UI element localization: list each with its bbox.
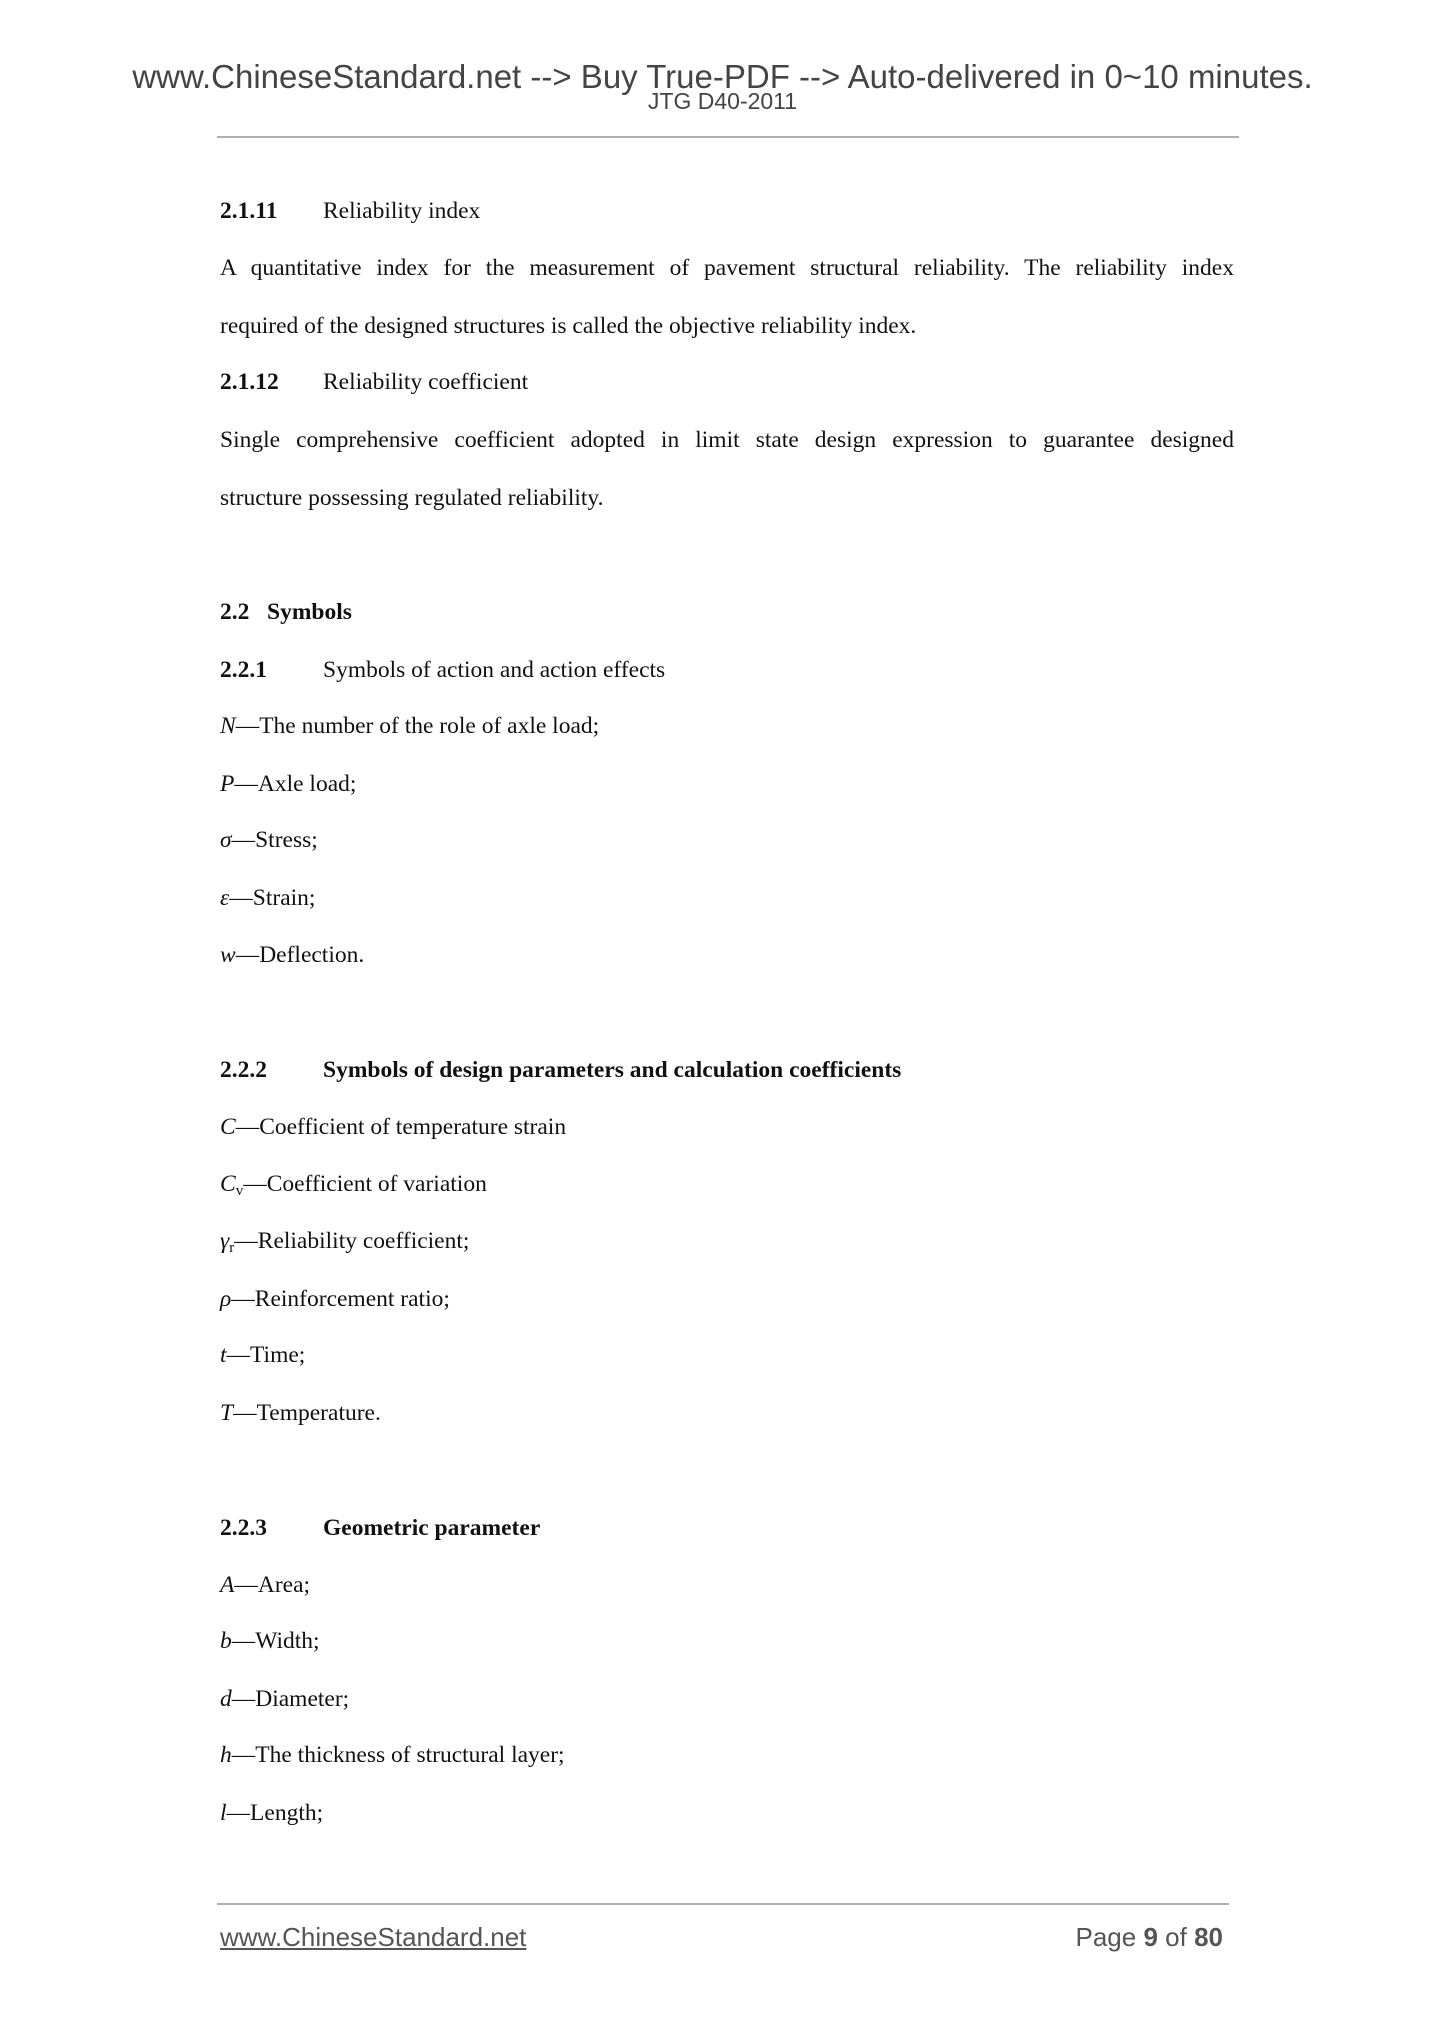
symbol: T bbox=[220, 1400, 234, 1426]
symbol-item bbox=[220, 1740, 1234, 1770]
symbol: ε bbox=[220, 885, 230, 911]
symbol-description: —Time; bbox=[226, 1342, 306, 1368]
symbol-item bbox=[220, 1684, 1234, 1714]
symbol-item bbox=[220, 883, 1234, 913]
symbol-description: —Diameter; bbox=[231, 1686, 350, 1712]
symbol: b bbox=[220, 1628, 232, 1654]
symbol-item bbox=[220, 769, 1234, 799]
symbol-item bbox=[220, 1112, 1234, 1142]
section-title: Symbols of design parameters and calculation coefficients bbox=[323, 1057, 902, 1083]
section-number: 2.2.3 bbox=[220, 1515, 267, 1541]
symbol: t bbox=[220, 1342, 227, 1368]
section-title: Reliability coefficient bbox=[323, 369, 529, 395]
paragraph: Single comprehensive coefficient adopted in limit state design expression to guarantee designed bbox=[220, 427, 1234, 453]
section-number: 2.2.2 bbox=[220, 1057, 267, 1083]
symbol-subscript: v bbox=[235, 1183, 244, 1199]
footer-rule bbox=[217, 1903, 1229, 1905]
paragraph: structure possessing regulated reliability. bbox=[220, 485, 604, 511]
heading-2-2-1 bbox=[220, 655, 1234, 685]
symbol: σ bbox=[220, 827, 232, 853]
page-number: 9 bbox=[1143, 1922, 1158, 1952]
footer-website-link[interactable]: www.ChineseStandard.net bbox=[220, 1922, 527, 1952]
page-word: Page bbox=[1075, 1922, 1137, 1952]
symbol: A bbox=[220, 1572, 235, 1598]
symbol-subscript: r bbox=[229, 1240, 235, 1256]
symbol: l bbox=[220, 1800, 227, 1826]
header-rule bbox=[217, 136, 1239, 138]
section-number: 2.2 bbox=[220, 599, 250, 625]
symbol-description: —Coefficient of variation bbox=[243, 1171, 487, 1197]
symbol-item bbox=[220, 940, 1234, 970]
symbol-item bbox=[220, 1798, 1234, 1828]
symbol-description: —Length; bbox=[226, 1800, 324, 1826]
heading-2-1-12 bbox=[220, 367, 1234, 397]
symbol-description: —Reliability coefficient; bbox=[234, 1228, 470, 1254]
symbol: γ bbox=[220, 1228, 230, 1254]
symbol-description: —The thickness of structural layer; bbox=[231, 1742, 565, 1768]
paragraph: required of the designed structures is called the objective reliability index. bbox=[220, 313, 917, 339]
of-word: of bbox=[1165, 1922, 1187, 1952]
section-title: Symbols of action and action effects bbox=[323, 657, 666, 683]
symbol: ρ bbox=[220, 1286, 232, 1312]
symbol: w bbox=[220, 942, 236, 968]
heading-2-2-3 bbox=[220, 1513, 1234, 1543]
symbol: C bbox=[220, 1171, 236, 1197]
symbol-item bbox=[220, 711, 1234, 741]
symbol-item bbox=[220, 1226, 1234, 1263]
section-title: Reliability index bbox=[323, 198, 481, 224]
section-number: 2.1.11 bbox=[220, 198, 278, 224]
symbol-description: —Area; bbox=[234, 1572, 311, 1598]
symbol: h bbox=[220, 1742, 232, 1768]
symbol: d bbox=[220, 1686, 232, 1712]
doc-code: JTG D40-2011 bbox=[647, 88, 798, 114]
symbol-item bbox=[220, 1284, 1234, 1314]
section-title: Geometric parameter bbox=[323, 1515, 541, 1541]
heading-2-2-2 bbox=[220, 1055, 1234, 1085]
symbol-description: —Reinforcement ratio; bbox=[231, 1286, 450, 1312]
symbol: C bbox=[220, 1114, 236, 1140]
section-number: 2.1.12 bbox=[220, 369, 279, 395]
symbol: P bbox=[220, 771, 235, 797]
symbol-item bbox=[220, 1398, 1234, 1428]
symbol: N bbox=[220, 713, 236, 739]
symbol-description: —The number of the role of axle load; bbox=[235, 713, 600, 739]
symbol-description: —Temperature. bbox=[233, 1400, 381, 1426]
header-banner: www.ChineseStandard.net --> Buy True-PDF --> Auto-delivered in 0~10 minutes. bbox=[132, 58, 1313, 95]
symbol-description: —Axle load; bbox=[234, 771, 357, 797]
symbol-description: —Strain; bbox=[229, 885, 316, 911]
heading-2-2 bbox=[220, 597, 1234, 627]
symbol-description: —Coefficient of temperature strain bbox=[235, 1114, 567, 1140]
symbol-description: —Stress; bbox=[231, 827, 318, 853]
section-title: Symbols bbox=[267, 599, 352, 625]
page-total: 80 bbox=[1194, 1922, 1223, 1952]
symbol-description: —Deflection. bbox=[235, 942, 365, 968]
symbol-item bbox=[220, 1340, 1234, 1370]
page-indicator bbox=[1075, 1922, 1223, 1953]
symbol-item bbox=[220, 1169, 1234, 1206]
section-number: 2.2.1 bbox=[220, 657, 267, 683]
heading-2-1-11 bbox=[220, 196, 1234, 226]
symbol-description: —Width; bbox=[231, 1628, 320, 1654]
symbol-item bbox=[220, 1626, 1234, 1656]
paragraph: A quantitative index for the measurement of pavement structural reliability. The reliability index bbox=[220, 255, 1234, 281]
symbol-item bbox=[220, 1570, 1234, 1600]
symbol-item bbox=[220, 825, 1234, 855]
